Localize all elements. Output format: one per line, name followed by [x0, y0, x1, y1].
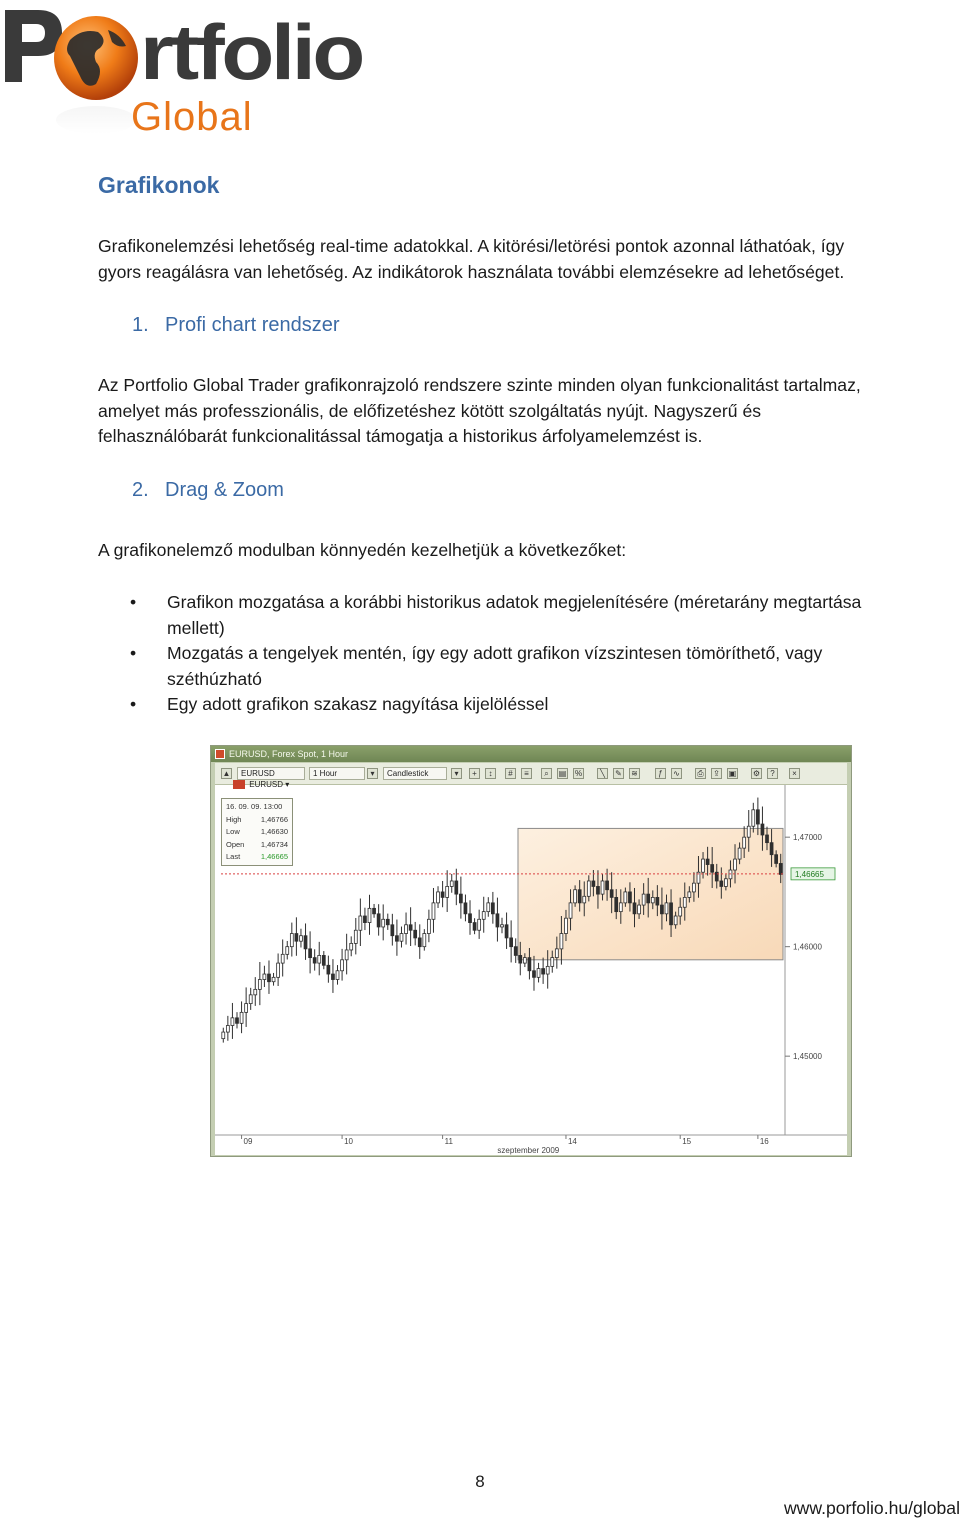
eu-flag-icon: [233, 780, 245, 789]
candle-body: [706, 859, 709, 864]
candle-body: [596, 886, 599, 894]
chart-type-select-value: Candlestick: [387, 769, 429, 778]
candle-body: [770, 843, 773, 855]
candle-body: [281, 954, 284, 963]
collapse-icon[interactable]: ▲: [222, 769, 231, 778]
print-icon[interactable]: ⎙: [695, 768, 706, 779]
candle-body: [610, 890, 613, 898]
chart-toolbar: [215, 763, 847, 785]
body-line: Az Portfolio Global Trader grafikonrajzoló rendszere szinte minden olyan funkcionalitást tartalmaz,: [98, 375, 861, 395]
candle-body: [236, 1018, 239, 1023]
candle-body: [752, 810, 755, 826]
list-item-line: Egy adott grafikon szakasz nagyítása kijelöléssel: [167, 694, 549, 714]
list-item: [130, 692, 930, 718]
ohlc-value: 1,46766: [260, 814, 288, 824]
chart-type-select[interactable]: [383, 767, 447, 780]
indicator-icon[interactable]: ƒ: [655, 768, 666, 779]
interval-select-value: 1 Hour: [313, 769, 338, 778]
candle-body: [647, 894, 650, 903]
candle-body: [295, 934, 298, 942]
candle-body: [400, 934, 403, 942]
candle-body: [683, 897, 686, 907]
dropdown-chevron-icon[interactable]: ▾: [451, 768, 462, 779]
y-tick-label: 1,45000: [793, 1052, 822, 1062]
draw-line-icon[interactable]: ╲: [597, 768, 608, 779]
svg-text:rtfolio: rtfolio: [140, 8, 363, 94]
zoom-icon[interactable]: ⌕: [541, 768, 552, 779]
intro-line: gyors reagálásra van lehetőség. Az indikátorok használata további elemzésekre ad lehetőséget.: [98, 261, 845, 282]
candle-body: [702, 859, 705, 872]
candle-body: [510, 938, 513, 947]
settings-icon[interactable]: ⚙: [752, 769, 761, 778]
candle-body: [692, 883, 695, 892]
candle-body: [711, 865, 714, 873]
grid-icon[interactable]: #: [505, 768, 516, 779]
percent-icon[interactable]: %: [574, 769, 583, 778]
candle-body: [505, 925, 508, 938]
candle-body: [277, 963, 280, 977]
subsection-2-heading: [132, 479, 284, 502]
layout-icon[interactable]: ▤: [558, 769, 567, 778]
candle-body: [286, 947, 289, 955]
candle-body: [720, 881, 723, 886]
symbol-select[interactable]: [237, 767, 305, 780]
candlestick-chart[interactable]: [215, 785, 847, 1155]
subsection-1-title: Profi chart rendszer: [165, 314, 340, 336]
candle-body: [628, 892, 631, 903]
dropdown-chevron-icon[interactable]: ▾: [367, 768, 378, 779]
last-price-label: 1,46665: [795, 869, 824, 879]
ohlc-row-last: [226, 851, 288, 864]
candle-body: [222, 1032, 225, 1039]
candle-body: [226, 1026, 229, 1033]
candle-body: [382, 919, 385, 927]
chart-window-title: EURUSD, Forex Spot, 1 Hour: [229, 749, 349, 759]
page-number: 8: [475, 1472, 485, 1491]
body-line: amelyet más professzionális, de előfizetéshez kötött szolgáltatás nyújt. Nagyszerű és: [98, 400, 762, 421]
candle-body: [679, 907, 682, 916]
candle-body: [473, 923, 476, 931]
symbol-chip[interactable]: [233, 780, 289, 789]
candle-body: [514, 947, 517, 956]
ohlc-row-high: [226, 814, 288, 827]
candle-body: [359, 916, 362, 930]
globe-icon: [54, 16, 138, 100]
candle-body: [537, 969, 540, 978]
logo-letter-p: [5, 10, 62, 82]
candle-body: [336, 971, 339, 980]
close-panel-icon[interactable]: ×: [789, 768, 800, 779]
candle-body: [437, 892, 440, 903]
candle-body: [519, 955, 522, 963]
candle-body: [756, 810, 759, 824]
x-axis-label: szeptember 2009: [497, 1146, 560, 1155]
candle-body: [231, 1018, 234, 1026]
x-tick-label: 09: [243, 1137, 253, 1146]
ohlc-value: 1,46734: [260, 839, 288, 849]
candle-body: [272, 977, 275, 981]
ohlc-label: Low: [226, 827, 240, 837]
list-item: [130, 641, 930, 692]
list-item-line: Grafikon mozgatása a korábbi historikus adatok megjelenítésére (méretarány megtartása: [167, 592, 862, 612]
candle-body: [304, 936, 307, 949]
subsection-1-heading: [132, 314, 340, 337]
candle-body: [423, 934, 426, 947]
export-icon[interactable]: ⇪: [711, 768, 722, 779]
subsection-2-title: Drag & Zoom: [165, 479, 284, 501]
bullet-icon: •: [130, 592, 137, 612]
candle-body: [578, 890, 581, 903]
interval-select[interactable]: [309, 767, 365, 780]
candle-body: [418, 938, 421, 947]
candle-body: [496, 914, 499, 927]
candle-body: [779, 863, 782, 874]
logo-subtitle: Global: [131, 95, 253, 139]
candle-body: [318, 955, 321, 963]
candle-body: [569, 903, 572, 918]
list-item: [130, 590, 930, 641]
candle-body: [724, 879, 727, 887]
candle-body: [249, 995, 252, 1004]
subsection-1-body: [98, 373, 933, 450]
bullet-icon: •: [130, 694, 137, 714]
candle-body: [478, 919, 481, 930]
candle-body: [313, 958, 316, 963]
candle-body: [574, 890, 577, 903]
candle-body: [656, 897, 659, 905]
ohlc-row-open: [226, 839, 288, 852]
candle-body: [258, 980, 261, 990]
candle-body: [592, 881, 595, 886]
candle-body: [395, 936, 398, 941]
candle-body: [551, 958, 554, 967]
candle-body: [615, 897, 618, 911]
symbol-select-value: EURUSD: [241, 769, 275, 778]
x-tick-label: 16: [759, 1137, 769, 1146]
list-item-line: mellett): [167, 617, 225, 638]
subsection-2-number: 2.: [132, 479, 149, 501]
candle-body: [432, 903, 435, 919]
candle-body: [354, 930, 357, 943]
ohlc-value: 1,46630: [260, 827, 288, 837]
candle-body: [766, 835, 769, 843]
intro-line: Grafikonelemzési lehetőség real-time adatokkal. A kitörési/letörési pontok azonnal láthatóak, így: [98, 236, 845, 256]
y-tick-label: 1,46000: [793, 942, 822, 952]
candle-body: [450, 881, 453, 886]
candle-body: [391, 925, 394, 936]
x-tick-label: 10: [344, 1137, 353, 1146]
candle-body: [469, 914, 472, 923]
candle-body: [642, 894, 645, 905]
candle-body: [651, 897, 654, 902]
candle-body: [533, 971, 536, 978]
candle-body: [459, 894, 462, 903]
bullet-icon: •: [130, 643, 137, 663]
candle-body: [268, 974, 271, 982]
candle-body: [414, 930, 417, 938]
candle-body: [341, 960, 344, 971]
body-line: felhasználóbarát funkcionalitással támogatja a historikus árfolyamelemzést is.: [98, 426, 703, 446]
candle-body: [254, 989, 257, 994]
candle-body: [501, 925, 504, 927]
candle-body: [747, 826, 750, 837]
candle-body: [670, 903, 673, 925]
help-icon[interactable]: ?: [767, 768, 778, 779]
candle-body: [555, 949, 558, 958]
candle-body: [446, 886, 449, 897]
candle-body: [542, 969, 545, 974]
fibonacci-icon[interactable]: ≋: [629, 768, 640, 779]
candle-body: [606, 881, 609, 890]
candle-body: [565, 918, 568, 933]
candle-body: [674, 916, 677, 925]
candle-body: [491, 903, 494, 914]
candle-body: [633, 903, 636, 914]
subsection-2-lead: A grafikonelemző modulban könnyedén kezelhetjük a következőket:: [98, 540, 627, 560]
candle-body: [363, 916, 366, 923]
move-icon[interactable]: ↕: [485, 768, 496, 779]
candle-body: [638, 905, 641, 914]
app-icon: [215, 749, 225, 759]
feature-list: [130, 590, 930, 718]
candle-body: [743, 837, 746, 848]
save-icon[interactable]: ▣: [728, 769, 737, 778]
candle-body: [299, 936, 302, 941]
pen-icon[interactable]: ✎: [613, 768, 624, 779]
x-tick-label: 14: [567, 1137, 577, 1146]
logo-wordmark-glyphs: [140, 4, 380, 94]
candle-body: [331, 974, 334, 979]
candle-body: [546, 966, 549, 974]
candle-body: [688, 892, 691, 897]
x-tick-label: 11: [444, 1137, 453, 1146]
ohlc-label: Open: [226, 839, 245, 849]
candle-body: [619, 903, 622, 912]
candle-body: [761, 824, 764, 835]
candle-body: [345, 950, 348, 960]
candle-body: [441, 892, 444, 897]
intro-paragraph: [98, 234, 933, 285]
candle-body: [587, 881, 590, 896]
candle-body: [377, 914, 380, 927]
footer-url: www.porfolio.hu/global: [783, 1498, 960, 1518]
crosshair-icon[interactable]: +: [469, 768, 480, 779]
list-item-line: Mozgatás a tengelyek mentén, így egy adott grafikon vízszintesen tömöríthető, vagy: [167, 643, 823, 663]
candle-body: [775, 855, 778, 864]
candle-body: [309, 949, 312, 958]
subsection-1-number: 1.: [132, 314, 149, 336]
y-tick-label: 1,47000: [793, 833, 822, 843]
candle-body: [583, 896, 586, 903]
candle-body: [327, 965, 330, 974]
section-title: Grafikonok: [98, 172, 220, 198]
chart-window-screenshot: [210, 745, 852, 1157]
candle-body: [350, 943, 353, 950]
ohlc-row-low: [226, 826, 288, 839]
candle-body: [368, 908, 371, 922]
list-item-line: széthúzható: [167, 668, 262, 689]
candle-body: [560, 934, 563, 949]
bars-icon[interactable]: ≡: [521, 768, 532, 779]
candle-body: [427, 919, 430, 933]
candle-body: [245, 1004, 248, 1013]
candle-body: [487, 903, 490, 912]
candle-body: [738, 848, 741, 859]
candle-body: [660, 905, 663, 914]
candle-body: [729, 870, 732, 879]
ohlc-label: High: [226, 814, 242, 824]
candle-body: [455, 881, 458, 894]
candle-body: [322, 955, 325, 965]
ohlc-info-box: [221, 798, 293, 866]
candle-body: [523, 958, 526, 963]
candle-body: [263, 974, 266, 979]
portfolio-global-logo: [0, 0, 380, 165]
ohlc-label: Last: [226, 852, 241, 862]
candle-body: [665, 903, 668, 914]
symbol-chip-label: EURUSD ▾: [249, 780, 290, 789]
candle-body: [405, 925, 408, 934]
candle-body: [624, 892, 627, 903]
candle-body: [290, 934, 293, 947]
chart-title-bar: [211, 746, 851, 762]
candle-body: [409, 925, 412, 930]
ohlc-value: 1,46665: [260, 852, 288, 862]
candle-body: [734, 859, 737, 870]
candle-body: [601, 881, 604, 894]
candle-body: [482, 912, 485, 920]
candle-body: [373, 908, 376, 913]
candle-body: [240, 1012, 243, 1023]
candle-body: [386, 919, 389, 924]
compare-icon[interactable]: ∿: [671, 768, 682, 779]
x-tick-label: 15: [682, 1137, 692, 1146]
ohlc-datetime: 16. 09. 09. 13:00: [226, 802, 283, 811]
candle-body: [528, 958, 531, 971]
candle-body: [464, 903, 467, 914]
